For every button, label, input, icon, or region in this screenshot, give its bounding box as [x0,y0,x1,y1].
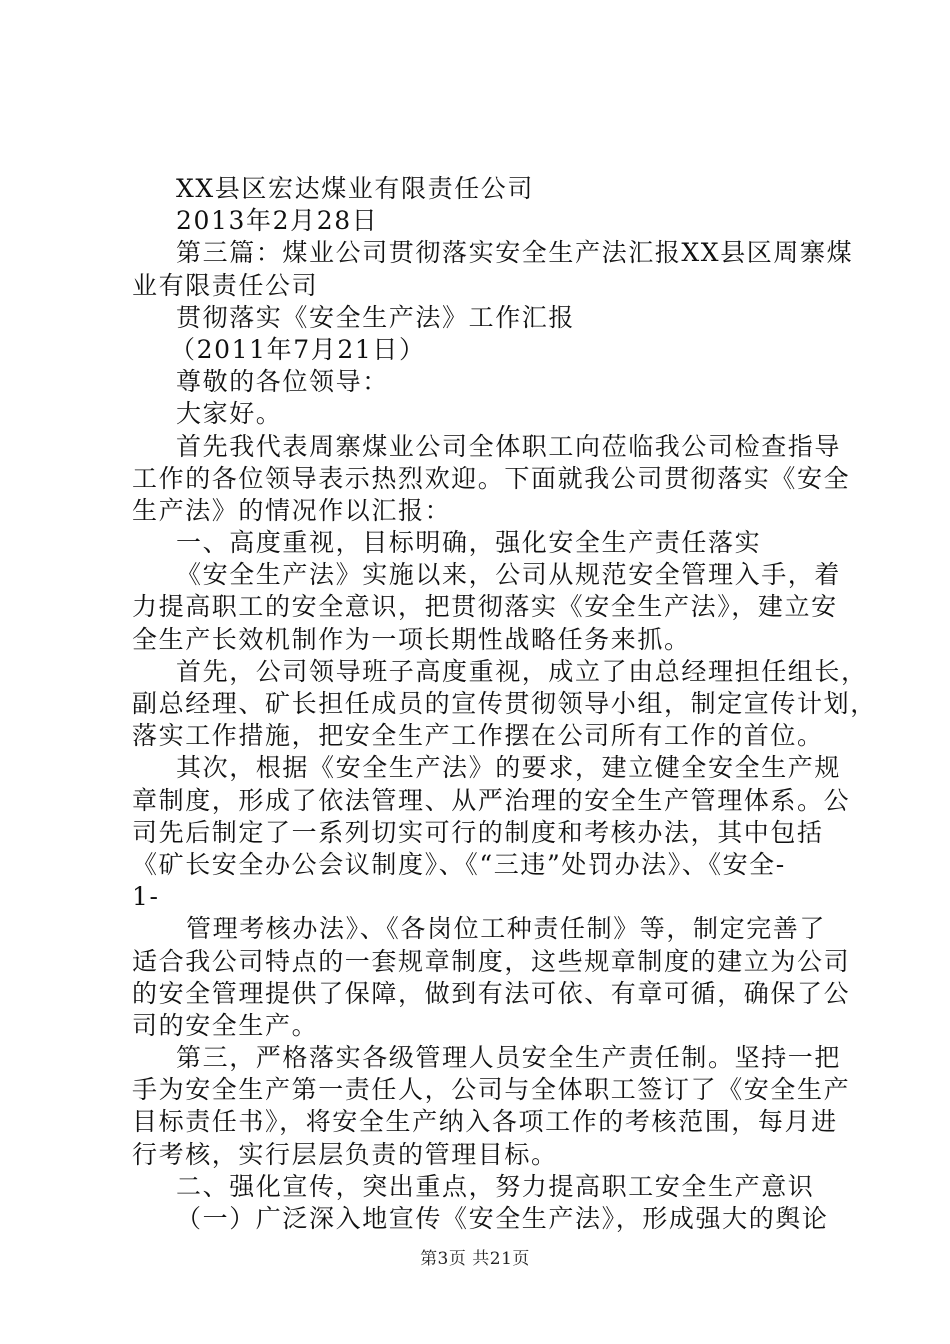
text-line: 首先我代表周寨煤业公司全体职工向莅临我公司检查指导 [176,431,842,461]
text-line: 副总经理、矿长担任成员的宣传贯彻领导小组，制定宣传计划， [132,689,877,718]
text-line: 其次，根据《安全生产法》的要求，建立健全安全生产规 [176,753,842,783]
text-line: 业有限责任公司 [132,270,319,300]
text-line: 贯彻落实《安全生产法》工作汇报 [176,302,576,332]
text-line: 司先后制定了一系列切实可行的制度和考核办法，其中包括 [132,817,824,847]
text-line: 司的安全生产。 [132,1010,319,1040]
text-line: 尊敬的各位领导： [176,367,389,397]
text-line: XX县区宏达煤业有限责任公司 [176,174,534,203]
text-line: （2011年7月21日） [170,334,426,364]
text-line: 行考核，实行层层负责的管理目标。 [132,1139,558,1169]
page-number-footer: 第3页 共21页 [420,1249,530,1269]
text-line: 管理考核办法》、《各岗位工种责任制》等，制定完善了 [186,914,827,944]
text-line: 《矿长安全办公会议制度》、《“三违”处罚办法》、《安全- [132,849,786,879]
text-line: 工作的各位领导表示热烈欢迎。下面就我公司贯彻落实《安全 [132,463,851,493]
text-line: 适合我公司特点的一套规章制度，这些规章制度的建立为公司 [132,946,851,976]
text-line: 第三，严格落实各级管理人员安全生产责任制。坚持一把 [176,1043,842,1073]
text-line: 全生产长效机制作为一项长期性战略任务来抓。 [132,624,691,654]
text-line: 第三篇：煤业公司贯彻落实安全生产法汇报XX县区周寨煤 [176,238,854,268]
text-line: （一）广泛深入地宣传《安全生产法》，形成强大的舆论 [176,1204,829,1233]
text-line: 生产法》的情况作以汇报： [132,495,452,525]
text-line: 2013年2月28日 [176,206,379,236]
text-line: 章制度，形成了依法管理、从严治理的安全生产管理体系。公 [132,785,851,815]
text-line: 落实工作措施，把安全生产工作摆在公司所有工作的首位。 [132,721,824,751]
section-heading: 二、强化宣传，突出重点，努力提高职工安全生产意识 [176,1171,815,1201]
text-line: 力提高职工的安全意识，把贯彻落实《安全生产法》，建立安 [132,592,838,622]
text-line: 目标责任书》，将安全生产纳入各项工作的考核范围，每月进 [132,1107,838,1137]
text-line: 的安全管理提供了保障，做到有法可依、有章可循，确保了公 [132,978,851,1008]
section-heading: 一、高度重视，目标明确，强化安全生产责任落实 [176,528,762,558]
text-line: 首先，公司领导班子高度重视，成立了由总经理担任组长， [176,656,868,686]
document-body [132,173,877,1235]
text-line: 大家好。 [176,399,283,429]
text-line: 《安全生产法》实施以来，公司从规范安全管理入手，着 [176,560,842,590]
text-line: 手为安全生产第一责任人，公司与全体职工签订了《安全生产 [132,1075,851,1105]
page-break-marker: 1- [132,882,160,912]
